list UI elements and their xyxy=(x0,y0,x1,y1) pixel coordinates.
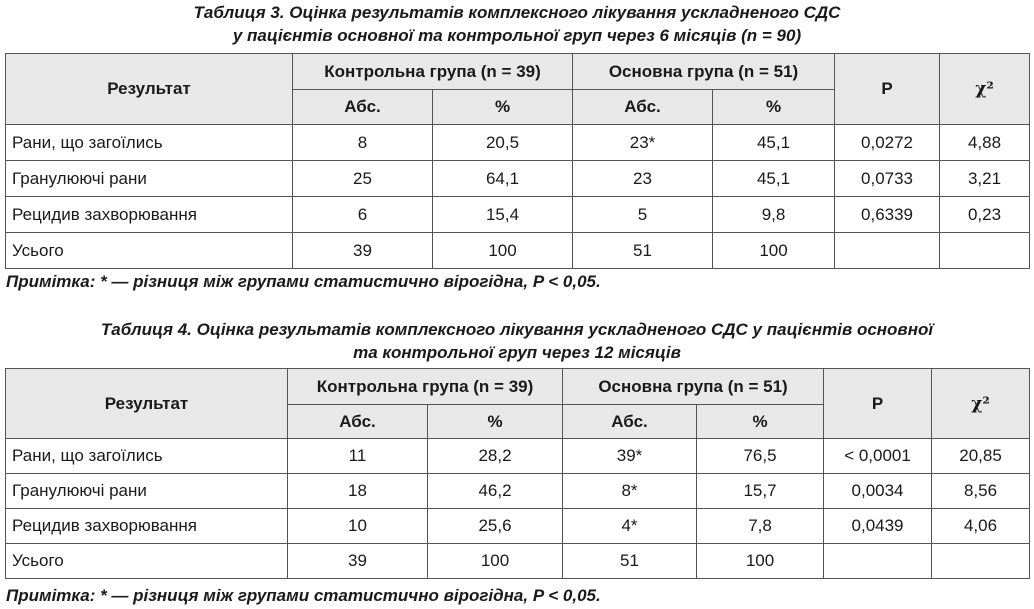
main-abs-cell: 5 xyxy=(573,197,713,233)
p-value-cell: 0,0733 xyxy=(835,161,940,197)
control-abs-cell: 11 xyxy=(288,439,428,474)
p-value-cell: 0,6339 xyxy=(835,197,940,233)
main-percent-cell: 76,5 xyxy=(697,439,824,474)
control-percent-cell: 100 xyxy=(428,544,563,579)
table3-header-main-group: Основна група (n = 51) xyxy=(573,54,835,90)
table3-header-main-percent: % xyxy=(713,90,835,125)
control-abs-cell: 25 xyxy=(293,161,433,197)
main-percent-cell: 7,8 xyxy=(697,509,824,544)
main-abs-cell: 23 xyxy=(573,161,713,197)
table3-caption-line1: Таблиця 3. Оцінка результатів комплексного лікування ускладненого СДС xyxy=(193,3,841,22)
control-abs-cell: 6 xyxy=(293,197,433,233)
table-row xyxy=(6,197,1030,233)
table3-header-control-abs: Абс. xyxy=(293,90,433,125)
main-percent-cell: 9,8 xyxy=(713,197,835,233)
table4-note: Примітка: * — різниця між групами статистично вірогідна, P < 0,05. xyxy=(6,586,601,605)
main-abs-cell: 51 xyxy=(563,544,697,579)
row-label: Усього xyxy=(6,544,288,579)
main-abs-cell: 8* xyxy=(563,474,697,509)
chi2-cell: 8,56 xyxy=(932,474,1030,509)
row-label: Рани, що загоїлись xyxy=(6,439,288,474)
table3-header-main-abs: Абс. xyxy=(573,90,713,125)
chi2-cell xyxy=(932,544,1030,579)
table3-header-p: P xyxy=(835,54,940,125)
table-row xyxy=(6,544,1030,579)
main-percent-cell: 45,1 xyxy=(713,161,835,197)
p-value-cell: 0,0272 xyxy=(835,125,940,161)
control-percent-cell: 64,1 xyxy=(433,161,573,197)
control-percent-cell: 100 xyxy=(433,233,573,269)
table-row xyxy=(6,509,1030,544)
table4-header-row-1 xyxy=(6,369,1030,405)
table4 xyxy=(5,368,1030,579)
main-percent-cell: 100 xyxy=(697,544,824,579)
table3 xyxy=(5,53,1030,269)
table4-caption-line1: Таблиця 4. Оцінка результатів комплексного лікування ускладненого СДС у пацієнтів основної xyxy=(100,320,934,339)
table3-caption-line2: у пацієнтів основної та контрольної груп через 6 місяців (n = 90) xyxy=(232,26,802,45)
table4-header-result: Результат xyxy=(6,369,288,439)
chi2-cell: 4,06 xyxy=(932,509,1030,544)
table-row xyxy=(6,439,1030,474)
p-value-cell: < 0,0001 xyxy=(824,439,932,474)
p-value-cell xyxy=(835,233,940,269)
table4-header-main-abs: Абс. xyxy=(563,405,697,439)
p-value-cell: 0,0034 xyxy=(824,474,932,509)
p-value-cell xyxy=(824,544,932,579)
control-abs-cell: 39 xyxy=(288,544,428,579)
table4-caption-line2: та контрольної груп через 12 місяців xyxy=(353,343,681,362)
control-abs-cell: 18 xyxy=(288,474,428,509)
table3-header-result: Результат xyxy=(6,54,293,125)
table4-header-p: P xyxy=(824,369,932,439)
control-percent-cell: 25,6 xyxy=(428,509,563,544)
chi2-cell xyxy=(940,233,1030,269)
control-percent-cell: 15,4 xyxy=(433,197,573,233)
main-abs-cell: 51 xyxy=(573,233,713,269)
row-label: Гранулюючі рани xyxy=(6,474,288,509)
row-label: Усього xyxy=(6,233,293,269)
table3-header-row-1 xyxy=(6,54,1030,90)
control-percent-cell: 20,5 xyxy=(433,125,573,161)
chi2-cell: 20,85 xyxy=(932,439,1030,474)
control-percent-cell: 28,2 xyxy=(428,439,563,474)
p-value-cell: 0,0439 xyxy=(824,509,932,544)
main-abs-cell: 39* xyxy=(563,439,697,474)
control-percent-cell: 46,2 xyxy=(428,474,563,509)
control-abs-cell: 8 xyxy=(293,125,433,161)
table4-header-control-abs: Абс. xyxy=(288,405,428,439)
row-label: Рецидив захворювання xyxy=(6,197,293,233)
table4-header-main-group: Основна група (n = 51) xyxy=(563,369,824,405)
table3-header-control-group: Контрольна група (n = 39) xyxy=(293,54,573,90)
table3-note: Примітка: * — різниця між групами статистично вірогідна, P < 0,05. xyxy=(6,272,601,291)
control-abs-cell: 10 xyxy=(288,509,428,544)
table4-header-main-percent: % xyxy=(697,405,824,439)
table3-header-chi2: χ² xyxy=(940,54,1030,125)
main-percent-cell: 15,7 xyxy=(697,474,824,509)
table4-header-control-percent: % xyxy=(428,405,563,439)
chi2-cell: 0,23 xyxy=(940,197,1030,233)
table4-header-control-group: Контрольна група (n = 39) xyxy=(288,369,563,405)
table-row xyxy=(6,125,1030,161)
row-label: Рецидив захворювання xyxy=(6,509,288,544)
table-row xyxy=(6,474,1030,509)
main-abs-cell: 4* xyxy=(563,509,697,544)
main-percent-cell: 100 xyxy=(713,233,835,269)
control-abs-cell: 39 xyxy=(293,233,433,269)
chi2-cell: 3,21 xyxy=(940,161,1030,197)
table4-header-chi2: χ² xyxy=(932,369,1030,439)
main-abs-cell: 23* xyxy=(573,125,713,161)
table-row xyxy=(6,233,1030,269)
table-row xyxy=(6,161,1030,197)
chi2-cell: 4,88 xyxy=(940,125,1030,161)
table3-header-control-percent: % xyxy=(433,90,573,125)
row-label: Гранулюючі рани xyxy=(6,161,293,197)
main-percent-cell: 45,1 xyxy=(713,125,835,161)
row-label: Рани, що загоїлись xyxy=(6,125,293,161)
